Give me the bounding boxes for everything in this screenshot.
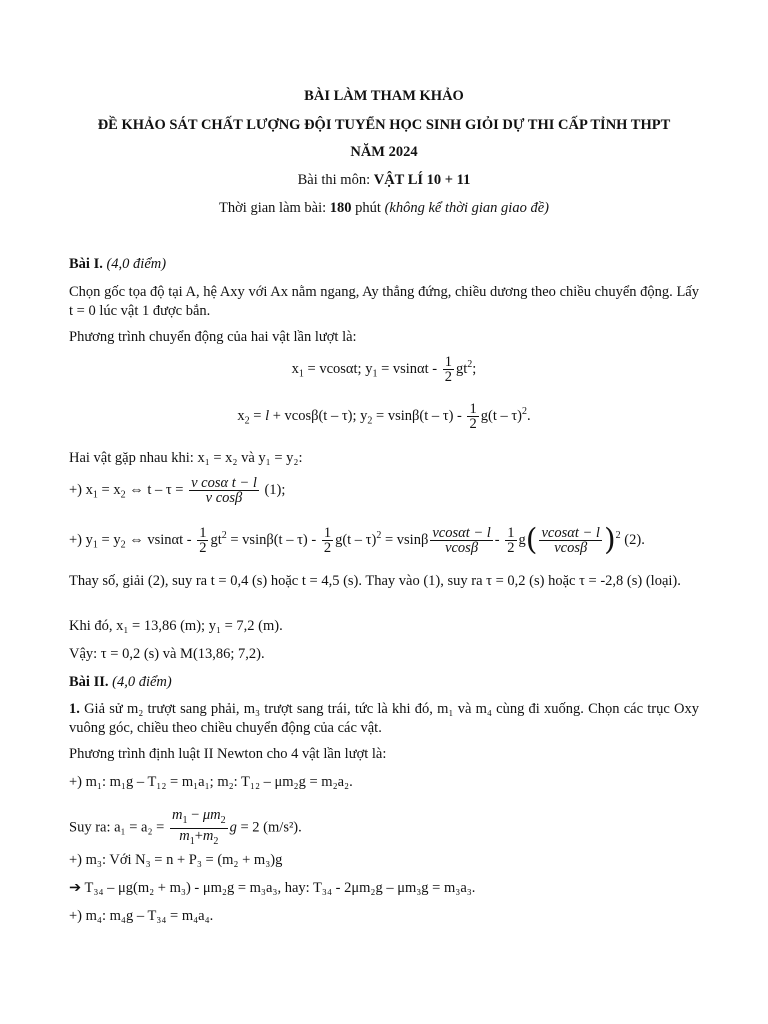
section1-result2: Khi đó, x₁ = 13,86 (m); y₁ = 7,2 (m). (69, 618, 283, 634)
section1-result3: Vậy: τ = 0,2 (s) và M(13,86; 7,2). (69, 646, 265, 662)
time-value: 180 (329, 200, 352, 216)
section1-meet: Hai vật gặp nhau khi: x₁ = x₂ và y₁ = y₂: (69, 450, 303, 466)
time-note: (không kể thời gian giao đề) (384, 200, 549, 216)
section1-intro: Chọn gốc tọa độ tại A, hệ Axy với Ax nằm ngang, Ay thẳng đứng, chiều dương theo chiều chuyển động. Lấy t = 0 lúc vật 1 được bắn. (69, 284, 699, 319)
section2-p1-number: 1. (69, 701, 80, 717)
section1-points: (4,0 điểm) (106, 256, 167, 272)
condition-x: +) $x_1 = x_2$ ⇔ t – τ = $\frac{\text{v cosα t − l}}{\text{v cosβ}}$ (1); (69, 475, 286, 506)
section2-acceleration: Suy ra: a₁ = a₂ = $\frac{m_1 - \mu m_2}{m_1+m_2}$ g = 2 (m/s²). (69, 807, 302, 847)
accel-tail: = 2 (m/s²). (236, 819, 302, 836)
doc-subtitle: ĐỀ KHẢO SÁT CHẤT LƯỢNG ĐỘI TUYỂN HỌC SINH GIỎI DỰ THI CẤP TỈNH THPT (97, 117, 671, 133)
section1-eq-intro: Phương trình chuyển động của hai vật lần lượt là: (69, 329, 357, 345)
fraction-half: $\frac{1}{2}$ (323, 525, 332, 556)
section2-m3: +) m₃: Với N₃ = n + P₃ = (m₂ + m₃)g (69, 852, 283, 868)
accel-prefix: Suy ra: a₁ = a₂ = (69, 819, 165, 836)
fraction-half: $\frac{1}{2}$ (507, 525, 515, 556)
section1-result1: Thay số, giải (2), suy ra t = 0,4 (s) hoặc t = 4,5 (s). Thay vào (1), suy ra τ = 0,2 (s) hoặc τ = -2,8 (s) (loại). (69, 573, 681, 589)
condition-y: +) $y_1 = y_2$ ⇔ vsinαt - $\frac{1}{2}$ $gt^2 = vsin\beta(t - \tau)$ - $\frac{1}{2}$ g(t – τ)$^2$ = vsinβ $\frac{vcos\alpha t - l}{vcos\beta}$ - $\frac{1}{2}$ g( $\frac{vcos\alpha t - l}{vcos\beta}$ )$^2$ (2). (69, 522, 645, 558)
fraction-tau: $\frac{\text{v cosα t − l}}{\text{v cosβ}}$ (191, 475, 257, 506)
section2-points: (4,0 điểm) (112, 674, 172, 690)
fraction-accel: $\frac{m_1 - \mu m_2}{m_1+m_2}$ (171, 807, 226, 847)
section1-title: Bài I. (69, 256, 103, 272)
arrow-eq-text: T₃₄ – μg(m₂ + m₃) - μm₂g = m₃a₃, hay: T₃₄ - 2μm₂g – μm₃g = m₃a₃. (84, 880, 476, 896)
section1-heading (69, 255, 699, 274)
section2-p1-text: Giả sử m₂ trượt sang phải, m₃ trượt sang trái, tức là khi đó, m₁ và m₄ cùng đi xuống. Chọn các trục Oxy vuông góc, chiều theo chiều chuyển động của các vật. (69, 701, 699, 736)
section2-heading (69, 673, 699, 692)
fraction-half: $\frac{1}{2}$ (199, 525, 207, 556)
fraction-half: $\frac{1}{2}$ (444, 354, 453, 385)
doc-title: BÀI LÀM THAM KHẢO (304, 88, 464, 104)
section2-title: Bài II. (69, 674, 109, 690)
fraction-half: $\frac{1}{2}$ (469, 401, 477, 432)
section2-arrow-eq (69, 879, 699, 898)
arrow-right-icon: ➔ (69, 880, 82, 896)
time-unit: phút (351, 200, 385, 216)
fraction-ratio: $\frac{vcos\alpha t - l}{vcos\beta}$ (541, 525, 600, 556)
subject-line (0, 172, 768, 189)
subject-prefix: Bài thi môn: (297, 172, 374, 188)
section2-newton: Phương trình định luật II Newton cho 4 vật lần lượt là: (69, 746, 387, 762)
section2-p1 (69, 700, 699, 738)
equation-2: $x_2 = l + vcos\beta(t - \tau)$; $y_2 = vsin\beta(t - \tau)$ - $\frac{1}{2}$ g(t – τ)$^2$. (237, 401, 531, 432)
doc-year: NĂM 2024 (350, 144, 418, 160)
fraction-ratio: $\frac{vcos\alpha t - l}{vcos\beta}$ (432, 525, 491, 556)
equation-1: $x_1 = vcos\alpha t$; $y_1 = vsin\alpha t$ - $\frac{1}{2}$ $gt^2$; (291, 354, 477, 385)
time-prefix: Thời gian làm bài: (219, 200, 330, 216)
time-line (0, 200, 768, 217)
section2-m1m2: +) m₁: m₁g – T₁₂ = m₁a₁; m₂: T₁₂ – μm₂g = m₂a₂. (69, 774, 353, 790)
section2-m4: +) m₄: m₄g – T₃₄ = m₄a₄. (69, 908, 214, 924)
subject-name: VẬT LÍ 10 + 11 (373, 172, 471, 188)
